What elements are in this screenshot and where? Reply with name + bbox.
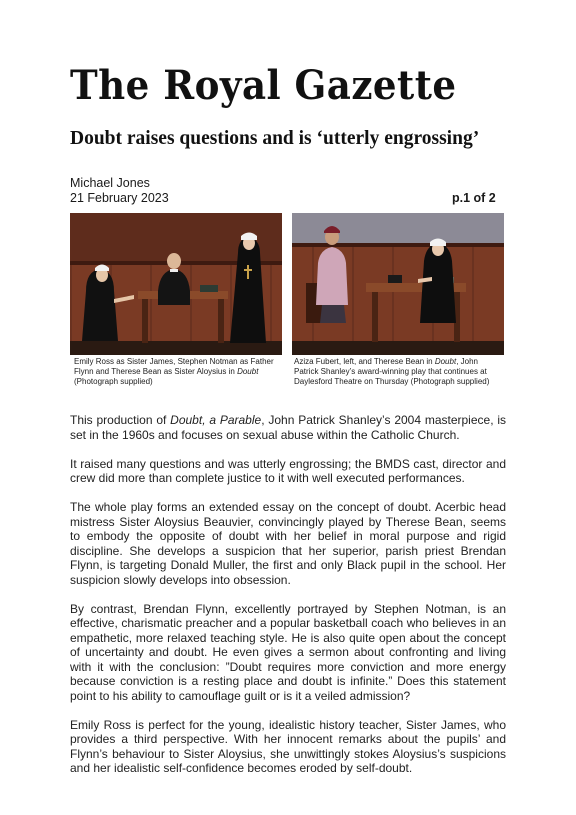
photo-caption-1: Emily Ross as Sister James, Stephen Notman as Father Flynn and Therese Bean as Sister Aloysius in Doubt (Photograph supplied) (74, 357, 274, 386)
paragraph-1: This production of Doubt, a Parable, John Patrick Shanley’s 2004 masterpiece, is set in the 1960s and focuses on sexual abuse within the Catholic Church. (70, 413, 507, 442)
paragraph-3: The whole play forms an extended essay on the concept of doubt. Acerbic head mistress Sister Aloysius Beauvier, convincingly played by Therese Bean, seems to embody the opposite of doubt with her belief in moral purpose and rigid discipline. She develops a suspicion that her superior, parish priest Brendan Flynn, is targeting Donald Muller, the first and only Black pupil in the school. Her suspicion slowly develops into obsession. (70, 500, 506, 587)
paragraph-4: By contrast, Brendan Flynn, excellently portrayed by Stephen Notman, is an effective, charismatic preacher and a popular basketball coach who believes in an empathetic, more relaxed teaching style. He is also quite open about the concept of uncertainty and doubt. He even gives a sermon about confronting and living with it with the conclusion: ”Doubt requires more conviction and more energy because conviction is a resting place and doubt is infinite.” Does this statement point to his ability to camouflage guilt or is it a veiled admission? (70, 601, 506, 703)
photo-stage-scene-1 (70, 213, 282, 355)
headline: Doubt raises questions and is ‘utterly engrossing’ (70, 128, 480, 149)
photo-stage-scene-2 (292, 213, 504, 355)
byline (70, 176, 169, 206)
masthead: The Royal Gazette (70, 62, 457, 109)
paragraph-5: Emily Ross is perfect for the young, idealistic history teacher, Sister James, who provides a third perspective. With her innocent remarks about the pupils’ and Flynn’s behaviour to Sister Aloysius, she unwittingly stokes Aloysius’s suspicions and her idealistic self-confidence becomes eroded by self-doubt. (70, 717, 506, 775)
author: Michael Jones (70, 176, 150, 190)
date: 21 February 2023 (70, 191, 169, 205)
article-body (70, 413, 506, 790)
photo-caption-2: Aziza Fubert, left, and Therese Bean in Doubt, John Patrick Shanley’s award-winning play that continues at Daylesford Theatre on Thursday (Photograph supplied) (294, 357, 490, 386)
page-indicator: p.1 of 2 (452, 191, 496, 205)
paragraph-2: It raised many questions and was utterly engrossing; the BMDS cast, director and crew did more than complete justice to it with well executed performances. (70, 456, 506, 485)
